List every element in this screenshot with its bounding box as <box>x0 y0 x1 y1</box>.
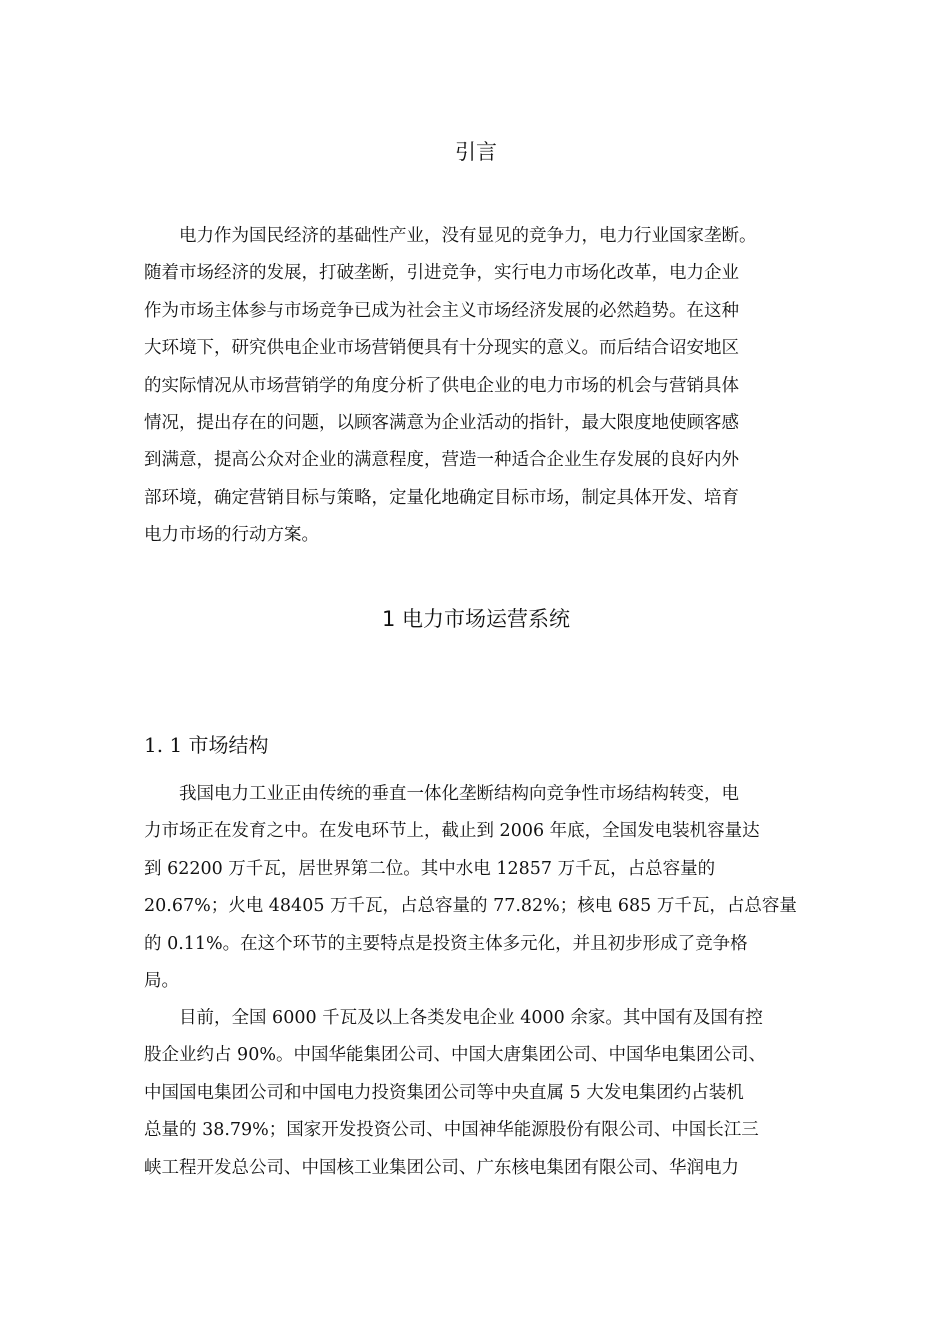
paragraph-line: 目前，全国 6000 千瓦及以上各类发电企业 4000 余家。其中国有及国有控 <box>179 1008 763 1028</box>
paragraph-line: 20.67%；火电 48405 万千瓦，占总容量的 77.82%；核电 685 万千瓦，占总容量 <box>144 896 797 917</box>
intro-line: 作为市场主体参与市场竞争已成为社会主义市场经济发展的必然趋势。在这种 <box>144 300 739 321</box>
intro-line: 随着市场经济的发展，打破垄断，引进竞争，实行电力市场化改革，电力企业 <box>144 263 739 284</box>
intro-line: 大环境下，研究供电企业市场营销便具有十分现实的意义。而后结合诏安地区 <box>144 338 739 359</box>
intro-line: 部环境，确定营销目标与策略，定量化地确定目标市场，制定具体开发、培育 <box>144 487 739 508</box>
paragraph-line: 我国电力工业正由传统的垂直一体化垄断结构向竞争性市场结构转变，电 <box>179 784 739 804</box>
intro-line: 的实际情况从市场营销学的角度分析了供电企业的电力市场的机会与营销具体 <box>144 375 739 396</box>
intro-line: 情况，提出存在的问题，以顾客满意为企业活动的指针，最大限度地使顾客感 <box>144 413 739 434</box>
intro-line: 电力市场的行动方案。 <box>144 525 319 546</box>
chapter-title: 1 电力市场运营系统 <box>381 607 571 631</box>
section-paragraph-2 <box>144 1000 808 1187</box>
intro-paragraph <box>144 218 808 555</box>
intro-title: 引言 <box>455 140 497 164</box>
intro-line: 电力作为国民经济的基础性产业，没有显见的竞争力，电力行业国家垄断。 <box>179 226 757 246</box>
paragraph-line: 总量的 38.79%；国家开发投资公司、中国神华能源股份有限公司、中国长江三 <box>144 1120 759 1141</box>
section-title: 1. 1 市场结构 <box>144 733 269 757</box>
paragraph-line: 局。 <box>144 971 179 992</box>
paragraph-line: 股企业约占 90%。中国华能集团公司、中国大唐集团公司、中国华电集团公司、 <box>144 1045 766 1066</box>
paragraph-line: 的 0.11%。在这个环节的主要特点是投资主体多元化，并且初步形成了竞争格 <box>144 933 748 954</box>
paragraph-line: 力市场正在发育之中。在发电环节上，截止到 2006 年底，全国发电装机容量达 <box>144 821 760 842</box>
paragraph-line: 峡工程开发总公司、中国核工业集团公司、广东核电集团有限公司、华润电力 <box>144 1157 739 1178</box>
paragraph-line: 中国国电集团公司和中国电力投资集团公司等中央直属 5 大发电集团约占装机 <box>144 1082 744 1103</box>
paragraph-line: 到 62200 万千瓦，居世界第二位。其中水电 12857 万千瓦，占总容量的 <box>144 858 716 879</box>
section-paragraph-1 <box>144 776 808 1000</box>
intro-line: 到满意，提高公众对企业的满意程度，营造一种适合企业生存发展的良好内外 <box>144 450 739 471</box>
